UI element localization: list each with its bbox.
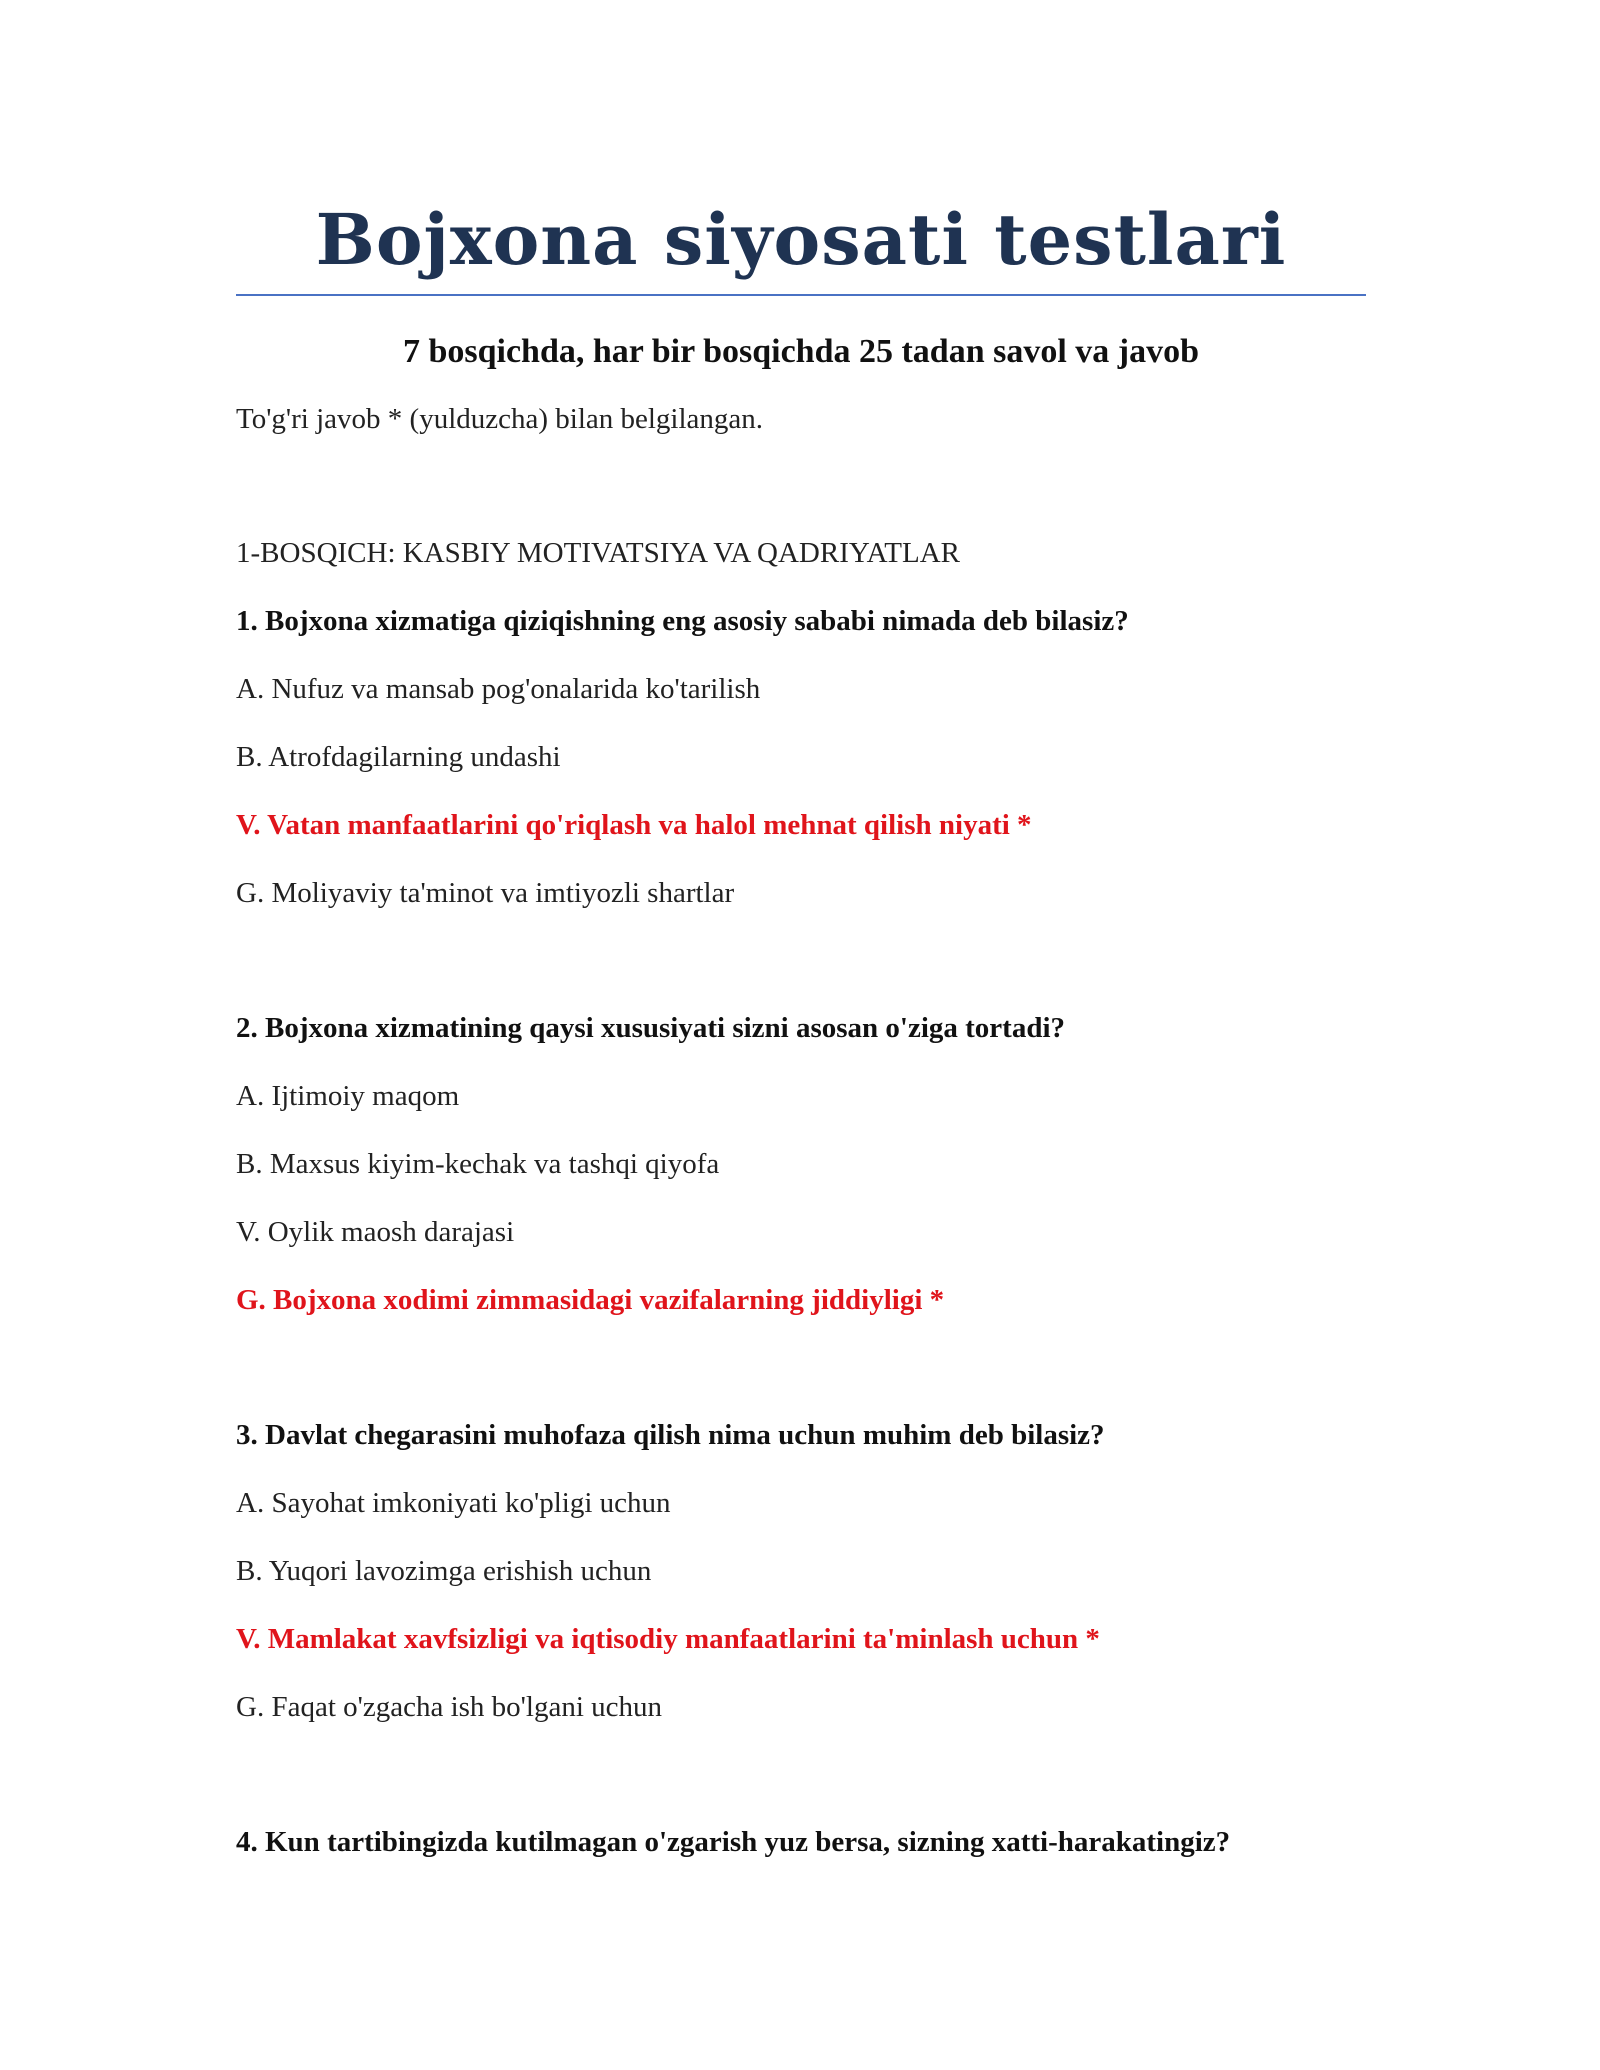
answer-option: A. Nufuz va mansab pog'onalarida ko'tarilish [236,673,761,705]
question-text: 1. Bojxona xizmatiga qiziqishning eng asosiy sababi nimada deb bilasiz? [236,605,1129,637]
answer-option: G. Moliyaviy ta'minot va imtiyozli shartlar [236,877,735,909]
question-text: 4. Kun tartibingizda kutilmagan o'zgarish yuz bersa, sizning xatti-harakatingiz? [236,1826,1231,1858]
question-text: 2. Bojxona xizmatining qaysi xususiyati sizni asosan o'ziga tortadi? [236,1012,1066,1044]
instructions-note: To'g'ri javob * (yulduzcha) bilan belgilangan. [236,403,764,435]
answer-option-correct: G. Bojxona xodimi zimmasidagi vazifalarning jiddiyligi * [236,1284,945,1316]
answer-option: B. Yuqori lavozimga erishish uchun [236,1555,652,1587]
document-page [236,190,1366,1859]
document-subtitle: 7 bosqichda, har bir bosqichda 25 tadan savol va javob [402,333,1200,370]
answer-option: B. Atrofdagilarning undashi [236,741,561,773]
document-title: Bojxona siyosati testlari [315,198,1287,281]
answer-option-correct: V. Mamlakat xavfsizligi va iqtisodiy manfaatlarini ta'minlash uchun * [236,1623,1100,1655]
title-divider [236,294,1366,296]
answer-option: G. Faqat o'zgacha ish bo'lgani uchun [236,1691,663,1723]
answer-option: A. Sayohat imkoniyati ko'pligi uchun [236,1487,671,1519]
question-block [236,1825,1366,1859]
answer-option: B. Maxsus kiyim-kechak va tashqi qiyofa [236,1148,720,1180]
question-block [236,1011,1366,1317]
question-list [236,604,1366,1859]
stage-heading: 1-BOSQICH: KASBIY MOTIVATSIYA VA QADRIYATLAR [236,537,961,569]
answer-option-correct: V. Vatan manfaatlarini qo'riqlash va halol mehnat qilish niyati * [236,809,1032,841]
question-text: 3. Davlat chegarasini muhofaza qilish nima uchun muhim deb bilasiz? [236,1419,1105,1451]
question-block [236,604,1366,910]
answer-option: A. Ijtimoiy maqom [236,1080,460,1112]
answer-option: V. Oylik maosh darajasi [236,1216,515,1248]
question-block [236,1418,1366,1724]
